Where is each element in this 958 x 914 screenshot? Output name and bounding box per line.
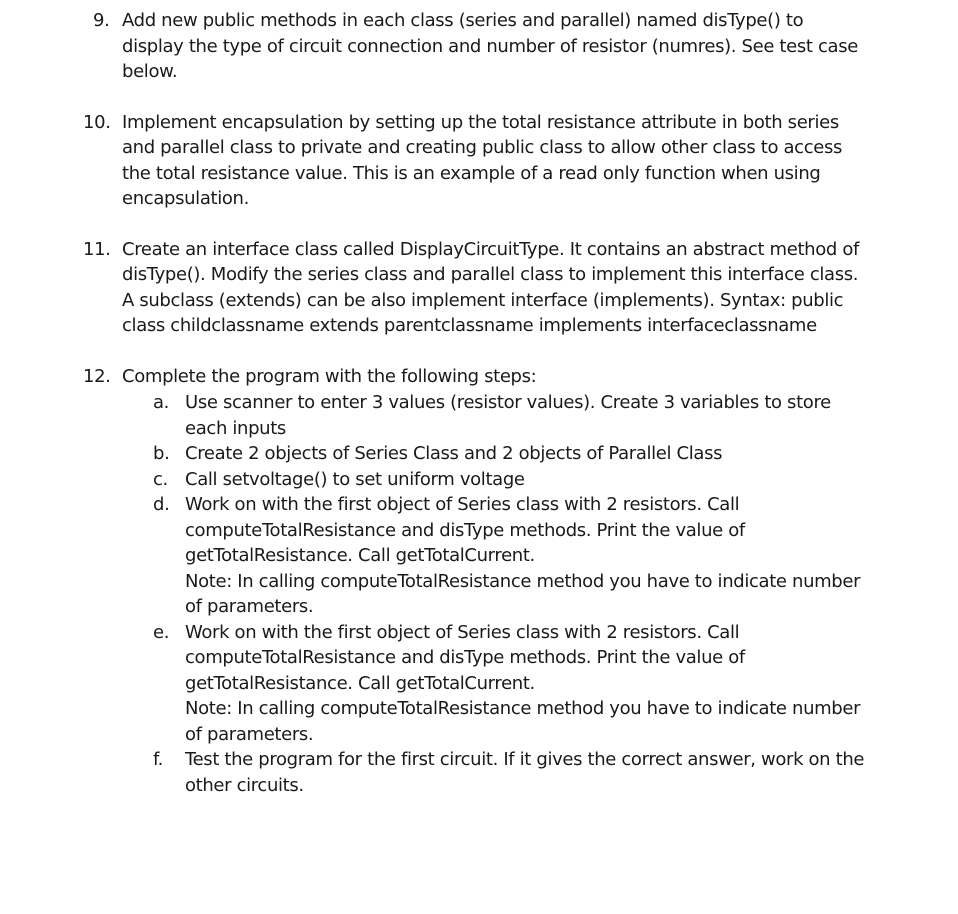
step-text: Create 2 objects of Series Class and 2 objects of Parallel Class: [185, 443, 723, 464]
step-text: Call setvoltage() to set uniform voltage: [185, 468, 525, 490]
item-text: Add new public methods in each class (series and parallel) named disType() to display the type of circuit connection and number of resistor (numres). See test case below.: [122, 10, 858, 82]
sub-step-e: [121, 620, 865, 748]
step-text: Use scanner to enter 3 values (resistor values). Create 3 variables to store each inputs: [185, 392, 831, 439]
item-number: 12.: [83, 365, 111, 387]
step-letter: b.: [153, 443, 170, 464]
list-item-10: [0, 110, 862, 212]
item-text: Implement encapsulation by setting up the total resistance attribute in both series and parallel class to private and creating public class to allow other class to access the total resistance value. This is an example of a read only function when using encapsulation.: [122, 111, 843, 209]
sub-step-a: [121, 390, 865, 441]
step-letter: a.: [153, 392, 170, 413]
list-item-11: [0, 237, 862, 339]
step-text: Work on with the first object of Series class with 2 resistors. Call computeTotalResistance and disType methods. Print the value of getTotalResistance. Call getTotalCurrent.: [185, 494, 745, 566]
item-number: 10.: [83, 111, 111, 133]
sub-step-d: [121, 492, 865, 620]
sub-step-c: [121, 467, 865, 493]
list-item-12: [0, 364, 865, 799]
step-text: Work on with the first object of Series class with 2 resistors. Call computeTotalResistance and disType methods. Print the value of getTotalResistance. Call getTotalCurrent.: [185, 621, 745, 694]
step-note: Note: In calling computeTotalResistance method you have to indicate number of parameters.: [185, 570, 861, 617]
sub-step-f: [121, 747, 865, 798]
step-letter: d.: [153, 494, 170, 515]
item-number: 9.: [93, 10, 110, 31]
step-letter: f.: [153, 749, 164, 770]
item-text: Create an interface class called DisplayCircuitType. It contains an abstract method of disType(). Modify the series class and parallel class to implement this interface class. A subclass (extends) can be also implement interface (implements). Syntax: public class childclassname extends parentclassname implements interfaceclassname: [122, 238, 859, 336]
sub-step-b: [121, 441, 865, 467]
step-letter: c.: [153, 468, 168, 490]
list-item-9: [0, 8, 862, 85]
numbered-instruction-list: [0, 8, 958, 798]
step-text: Test the program for the first circuit. If it gives the correct answer, work on the other circuits.: [185, 749, 865, 796]
step-letter: e.: [153, 621, 170, 643]
item-number: 11.: [83, 238, 111, 260]
step-note: Note: In calling computeTotalResistance method you have to indicate number of parameters.: [185, 698, 861, 745]
item-text: Complete the program with the following steps:: [122, 365, 537, 387]
sub-step-list: [121, 390, 865, 798]
